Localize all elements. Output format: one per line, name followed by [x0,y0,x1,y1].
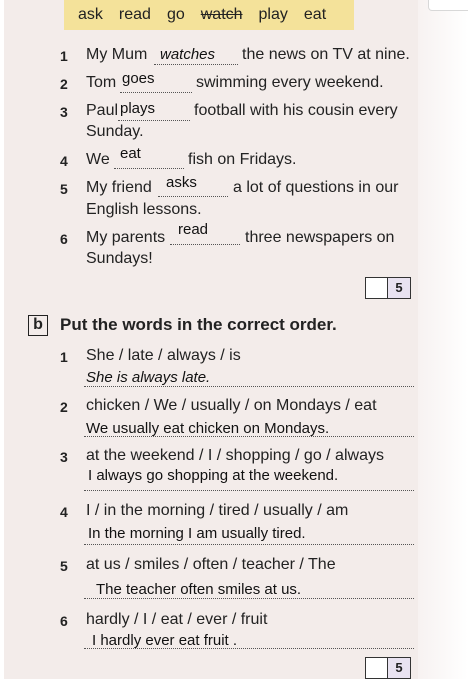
handwritten-answer: eat [120,145,141,162]
sentence-end: a lot of questions in our [233,179,399,196]
handwritten-answer: She is always late. [86,369,211,386]
sentence-end: fish on Fridays. [188,151,297,168]
item-number: 1 [60,349,68,365]
word-prompt: I / in the morning / tired / usually / am [86,502,349,519]
sentence-start: My friend [86,179,152,196]
item-number: 2 [60,76,68,92]
section-title: Put the words in the correct order. [60,315,337,334]
sentence-end: the news on TV at nine. [242,46,410,63]
handwritten-answer: read [178,221,209,238]
answer-line [118,120,190,121]
word-bank-word: eat [303,6,327,23]
item-number: 5 [60,181,68,197]
handwritten-answer: We usually eat chicken on Mondays. [86,420,330,437]
answer-line [170,244,240,245]
word-bank-word: go [166,6,185,23]
sentence-start: My Mum [86,46,148,63]
sentence-continuation: Sundays! [86,250,153,267]
score-value: 5 [387,278,410,298]
word-prompt: at us / smiles / often / teacher / The [86,556,336,573]
handwritten-answer: watches [160,46,216,63]
sentence-start: Paul [86,102,119,119]
sentence-start: We [86,151,110,168]
item-number: 3 [60,104,68,120]
word-prompt: chicken / We / usually / on Mondays / eat [86,397,377,414]
word-bank-word-crossed: watch [200,6,243,23]
item-number: 3 [60,449,68,465]
word-prompt: She / late / always / is [86,347,241,364]
handwritten-answer: The teacher often smiles at us. [96,581,302,598]
handwritten-answer: In the morning I am usually tired. [88,525,306,542]
score-box [365,277,411,299]
sentence-end: three newspapers on [245,229,395,246]
answer-line [114,168,184,169]
answer-line [84,598,414,599]
item-number: 4 [60,153,68,169]
word-prompt: at the weekend / I / shopping / go / always [86,447,384,464]
answer-line [120,92,192,93]
corner-tab [428,0,468,11]
handwritten-answer: I hardly ever eat fruit . [92,632,238,649]
handwritten-answer: asks [166,174,197,191]
word-prompt: hardly / I / eat / ever / fruit [86,611,268,628]
answer-line [84,544,414,545]
item-number: 6 [60,613,68,629]
section-letter: b [28,315,48,336]
item-number: 1 [60,48,68,64]
page-margin [418,0,468,679]
score-box [365,657,411,679]
handwritten-answer: plays [120,100,156,117]
score-value: 5 [387,658,410,678]
sentence-start: My parents [86,229,166,246]
handwritten-answer: I always go shopping at the weekend. [88,467,339,484]
answer-line [158,196,228,197]
sentence-continuation: Sunday. [86,123,144,140]
word-bank-word: read [118,6,151,23]
sentence-continuation: English lessons. [86,201,202,218]
answer-line [84,386,414,387]
sentence-start: Tom [86,74,117,91]
word-bank-word: ask [78,6,103,23]
answer-line [84,436,414,437]
item-number: 4 [60,504,68,520]
answer-line [154,64,238,65]
word-bank-word: play [258,6,288,23]
answer-line [84,648,414,649]
sentence-end: football with his cousin every [194,102,398,119]
item-number: 6 [60,231,68,247]
item-number: 5 [60,558,68,574]
handwritten-answer: goes [122,70,155,87]
word-bank [64,0,354,30]
sentence-end: swimming every weekend. [196,74,384,91]
item-number: 2 [60,399,68,415]
answer-line [84,490,414,491]
